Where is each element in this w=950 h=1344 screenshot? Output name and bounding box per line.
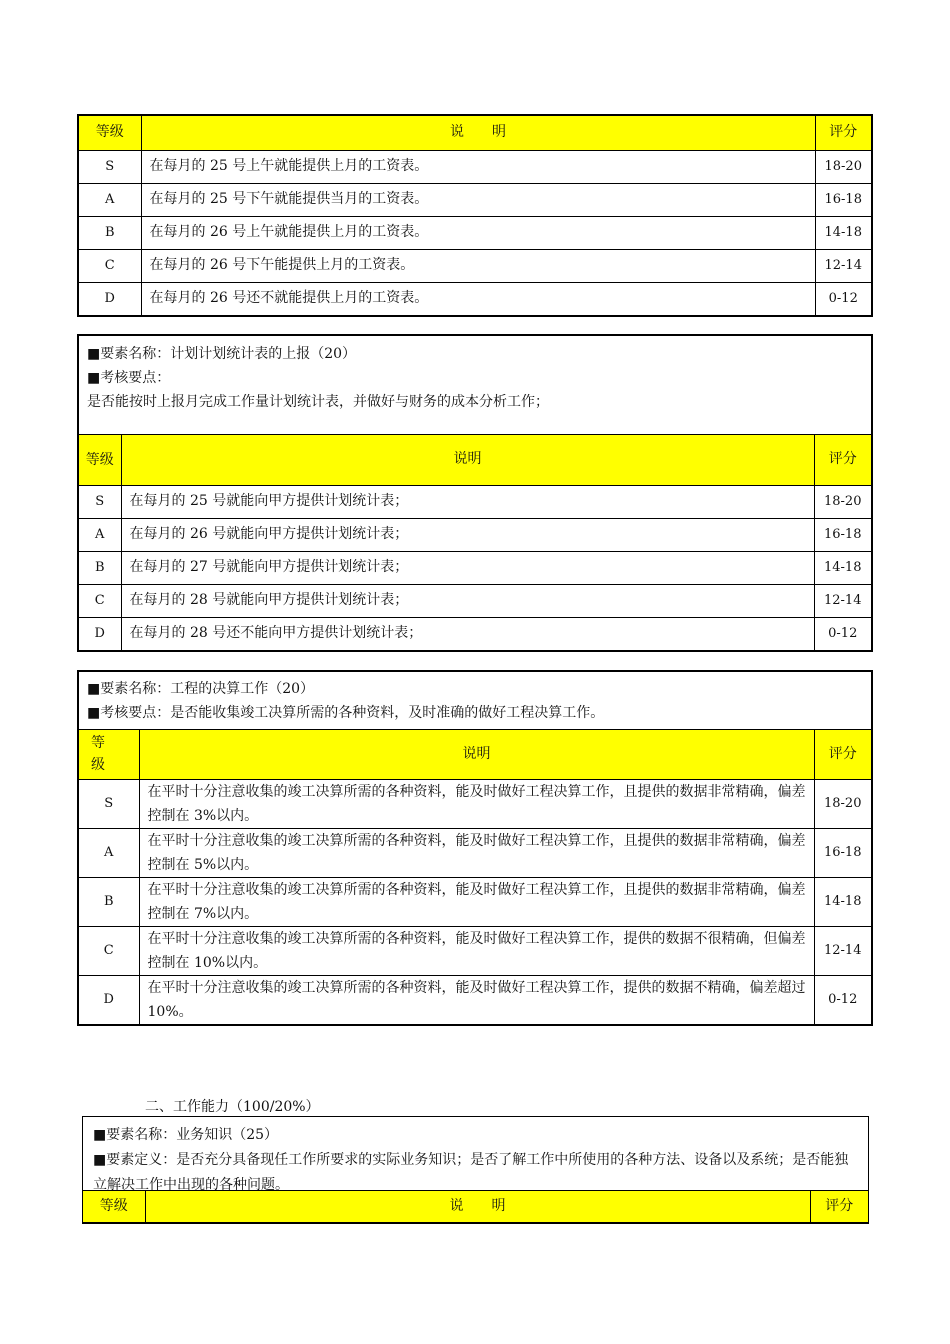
score-cell: 16-18 bbox=[815, 183, 871, 216]
desc-cell: 在每月的 26 号上午就能提供上月的工资表。 bbox=[141, 216, 815, 249]
table-row bbox=[79, 975, 871, 1024]
key-points-text: 是否能按时上报月完成工作量计划统计表，并做好与财务的成本分析工作； bbox=[87, 394, 549, 410]
score-cell: 12-14 bbox=[815, 249, 871, 282]
score-cell: 14-18 bbox=[815, 216, 871, 249]
score-cell: 16-18 bbox=[814, 828, 871, 877]
score-header: 评分 bbox=[814, 435, 871, 485]
grade-cell: A bbox=[79, 828, 139, 877]
desc-cell: 在每月的 28 号还不能向甲方提供计划统计表； bbox=[121, 617, 814, 650]
element-definition: ■要素定义：是否充分具备现任工作所要求的实际业务知识；是否了解工作中所使用的各种方法、设备以及系统；是否能独立解决工作中出现的各种问题。 bbox=[93, 1152, 849, 1193]
table-row bbox=[79, 183, 871, 216]
desc-header: 说明 bbox=[139, 730, 814, 779]
table-row bbox=[79, 779, 871, 828]
score-cell: 14-18 bbox=[814, 551, 871, 584]
desc-cell: 在平时十分注意收集的竣工决算所需的各种资料，能及时做好工程决算工作，提供的数据不精确，偏差超过 10%。 bbox=[139, 975, 814, 1024]
score-cell: 12-14 bbox=[814, 584, 871, 617]
table-row bbox=[79, 584, 871, 617]
grade-cell: S bbox=[79, 485, 121, 518]
score-cell: 14-18 bbox=[814, 877, 871, 926]
table-row bbox=[79, 282, 871, 315]
table-row bbox=[79, 485, 871, 518]
score-cell: 0-12 bbox=[815, 282, 871, 315]
desc-header: 说明 bbox=[121, 435, 814, 485]
table-row bbox=[79, 828, 871, 877]
table-row bbox=[79, 150, 871, 183]
score-cell: 18-20 bbox=[815, 150, 871, 183]
grade-cell: B bbox=[79, 551, 121, 584]
plan-statistics-table bbox=[77, 334, 873, 652]
score-cell: 18-20 bbox=[814, 779, 871, 828]
settlement-table bbox=[77, 670, 873, 1026]
table-row bbox=[79, 617, 871, 650]
table-row bbox=[79, 926, 871, 975]
grade-cell: D bbox=[79, 282, 141, 315]
grade-header: 等级 bbox=[79, 435, 121, 485]
salary-table bbox=[77, 114, 873, 317]
table-row bbox=[79, 249, 871, 282]
grade-cell: B bbox=[79, 877, 139, 926]
desc-header: 说 明 bbox=[145, 1191, 810, 1222]
element-name: ■要素名称：工程的决算工作（20） bbox=[87, 681, 315, 697]
desc-cell: 在平时十分注意收集的竣工决算所需的各种资料，能及时做好工程决算工作，且提供的数据非常精确，偏差控制在 3%以内。 bbox=[139, 779, 814, 828]
grade-header: 等级 bbox=[79, 116, 141, 150]
table-header bbox=[79, 116, 871, 150]
score-header: 评分 bbox=[814, 730, 871, 779]
desc-cell: 在每月的 26 号就能向甲方提供计划统计表； bbox=[121, 518, 814, 551]
desc-cell: 在每月的 28 号就能向甲方提供计划统计表； bbox=[121, 584, 814, 617]
desc-cell: 在每月的 25 号下午就能提供当月的工资表。 bbox=[141, 183, 815, 216]
desc-cell: 在每月的 27 号就能向甲方提供计划统计表； bbox=[121, 551, 814, 584]
score-cell: 12-14 bbox=[814, 926, 871, 975]
score-header: 评分 bbox=[815, 116, 871, 150]
desc-cell: 在每月的 26 号还不就能提供上月的工资表。 bbox=[141, 282, 815, 315]
grade-cell: D bbox=[79, 617, 121, 650]
table-row bbox=[79, 216, 871, 249]
score-cell: 0-12 bbox=[814, 617, 871, 650]
desc-cell: 在每月的 26 号下午能提供上月的工资表。 bbox=[141, 249, 815, 282]
section-heading: 二、工作能力（100/20%） bbox=[145, 1099, 320, 1115]
grade-cell: A bbox=[79, 183, 141, 216]
desc-header: 说 明 bbox=[141, 116, 815, 150]
table-row bbox=[79, 518, 871, 551]
element-info bbox=[79, 336, 871, 435]
table-row bbox=[79, 551, 871, 584]
score-cell: 0-12 bbox=[814, 975, 871, 1024]
score-cell: 18-20 bbox=[814, 485, 871, 518]
desc-cell: 在平时十分注意收集的竣工决算所需的各种资料，能及时做好工程决算工作，提供的数据不很精确，但偏差控制在 10%以内。 bbox=[139, 926, 814, 975]
table-row bbox=[79, 877, 871, 926]
key-points-text: ■考核要点：是否能收集竣工决算所需的各种资料，及时准确的做好工程决算工作。 bbox=[87, 705, 605, 721]
score-header: 评分 bbox=[810, 1191, 868, 1222]
grade-cell: C bbox=[79, 249, 141, 282]
business-knowledge-table bbox=[82, 1116, 869, 1224]
grade-cell: C bbox=[79, 926, 139, 975]
grade-cell: A bbox=[79, 518, 121, 551]
table-header bbox=[79, 435, 871, 485]
grade-header: 等级 bbox=[79, 730, 139, 779]
desc-cell: 在每月的 25 号就能向甲方提供计划统计表； bbox=[121, 485, 814, 518]
desc-cell: 在平时十分注意收集的竣工决算所需的各种资料，能及时做好工程决算工作，且提供的数据非常精确，偏差控制在 7%以内。 bbox=[139, 877, 814, 926]
grade-header: 等级 bbox=[83, 1191, 145, 1222]
score-cell: 16-18 bbox=[814, 518, 871, 551]
grade-cell: B bbox=[79, 216, 141, 249]
table-header bbox=[79, 730, 871, 779]
element-info bbox=[79, 672, 871, 730]
grade-cell: C bbox=[79, 584, 121, 617]
element-name: ■要素名称：计划计划统计表的上报（20） bbox=[87, 346, 357, 362]
key-points-label: ■考核要点： bbox=[87, 370, 171, 386]
grade-cell: S bbox=[79, 779, 139, 828]
element-info bbox=[83, 1117, 868, 1191]
grade-cell: S bbox=[79, 150, 141, 183]
desc-cell: 在每月的 25 号上午就能提供上月的工资表。 bbox=[141, 150, 815, 183]
desc-cell: 在平时十分注意收集的竣工决算所需的各种资料，能及时做好工程决算工作，且提供的数据非常精确，偏差控制在 5%以内。 bbox=[139, 828, 814, 877]
grade-cell: D bbox=[79, 975, 139, 1024]
element-name: ■要素名称：业务知识（25） bbox=[93, 1127, 279, 1143]
